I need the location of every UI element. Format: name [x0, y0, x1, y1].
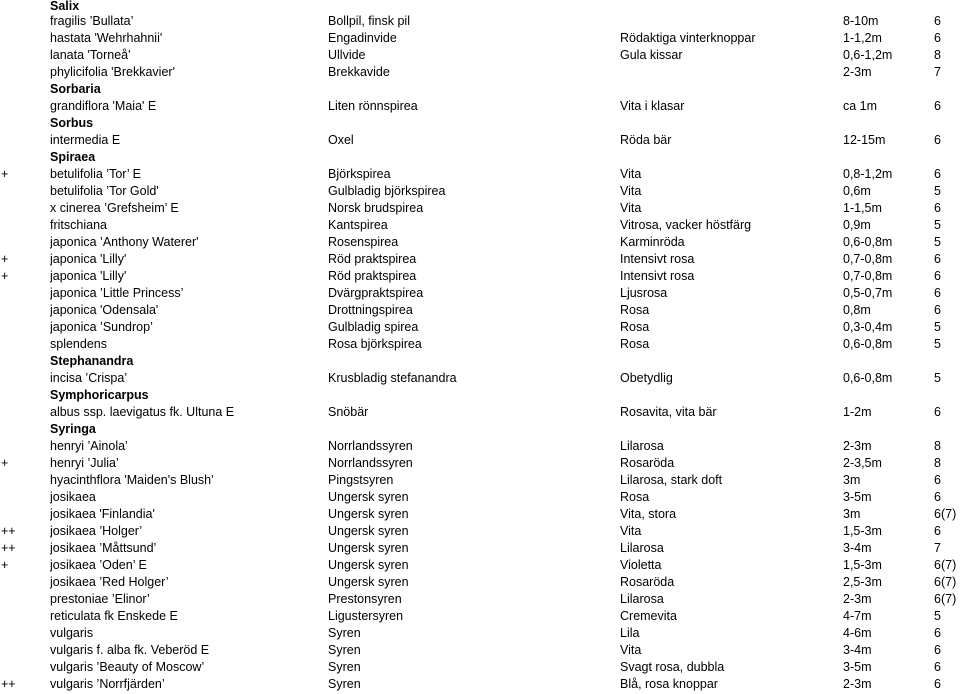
plant-height: 3-5m	[843, 490, 872, 504]
swedish-name: Krusbladig stefanandra	[328, 371, 457, 385]
genus-heading: Syringa	[50, 422, 96, 436]
plant-row	[0, 523, 960, 540]
plant-height: 1,5-3m	[843, 524, 882, 538]
scientific-name: albus ssp. laevigatus fk. Ultuna E	[50, 405, 235, 419]
description: Rosaröda	[620, 456, 675, 470]
plant-row	[0, 268, 960, 285]
description: Rosa	[620, 303, 650, 317]
swedish-name: Röd praktspirea	[328, 269, 417, 283]
plant-height: 2-3m	[843, 439, 872, 453]
plant-height: 0,6-0,8m	[843, 371, 893, 385]
swedish-name: Norsk brudspirea	[328, 201, 424, 215]
plant-row	[0, 166, 960, 183]
swedish-name: Ullvide	[328, 48, 366, 62]
plant-height: 2-3,5m	[843, 456, 882, 470]
plant-row	[0, 608, 960, 625]
hardiness-zone: 6	[934, 473, 941, 487]
description: Blå, rosa knoppar	[620, 677, 718, 691]
scientific-name: vulgaris f. alba fk. Veberöd E	[50, 643, 210, 657]
scientific-name: vulgaris	[50, 626, 94, 640]
hardiness-zone: 6	[934, 490, 941, 504]
genus-heading: Sorbaria	[50, 82, 101, 96]
genus-heading: Spiraea	[50, 150, 96, 164]
hardiness-zone: 6(7)	[934, 507, 957, 521]
plant-row	[0, 47, 960, 64]
hardiness-zone: 6	[934, 677, 941, 691]
swedish-name: Prestonsyren	[328, 592, 402, 606]
swedish-name: Brekkavide	[328, 65, 390, 79]
plant-height: 0,7-0,8m	[843, 269, 893, 283]
plant-height: 2,5-3m	[843, 575, 882, 589]
hardiness-zone: 6(7)	[934, 575, 957, 589]
plant-row	[0, 676, 960, 693]
swedish-name: Kantspirea	[328, 218, 388, 232]
plant-row	[0, 540, 960, 557]
plant-height: 3m	[843, 473, 861, 487]
description: Ljusrosa	[620, 286, 668, 300]
hardiness-zone: 7	[934, 65, 941, 79]
swedish-name: Norrlandssyren	[328, 439, 413, 453]
swedish-name: Björkspirea	[328, 167, 391, 181]
swedish-name: Ungersk syren	[328, 507, 409, 521]
scientific-name: josikaea 'Finlandia'	[50, 507, 155, 521]
description: Karminröda	[620, 235, 685, 249]
plant-row	[0, 30, 960, 47]
scientific-name: phylicifolia 'Brekkavier'	[50, 65, 175, 79]
swedish-name: Gulbladig björkspirea	[328, 184, 446, 198]
hardiness-zone: 6(7)	[934, 592, 957, 606]
hardiness-zone: 6	[934, 31, 941, 45]
scientific-name: x cinerea ’Grefsheim’ E	[50, 201, 179, 215]
scientific-name: japonica ’Sundrop’	[50, 320, 153, 334]
swedish-name: Rosa björkspirea	[328, 337, 422, 351]
plant-row	[0, 625, 960, 642]
plant-height: 0,6-0,8m	[843, 235, 893, 249]
plant-height: 0,8m	[843, 303, 871, 317]
hardiness-zone: 6	[934, 99, 941, 113]
hardiness-zone: 5	[934, 371, 941, 385]
plant-row	[0, 438, 960, 455]
swedish-name: Syren	[328, 626, 361, 640]
hardiness-zone: 6	[934, 14, 941, 28]
scientific-name: japonica ’Little Princess’	[50, 286, 184, 300]
plant-row	[0, 319, 960, 336]
description: Vita	[620, 184, 642, 198]
plant-height: 1-1,2m	[843, 31, 882, 45]
swedish-name: Oxel	[328, 133, 354, 147]
genus-heading-row	[0, 387, 960, 404]
plant-height: 3m	[843, 507, 861, 521]
description: Röda bär	[620, 133, 672, 147]
hardiness-zone: 6	[934, 643, 941, 657]
description: Rosavita, vita bär	[620, 405, 717, 419]
plant-row	[0, 13, 960, 30]
genus-heading: Symphoricarpus	[50, 388, 149, 402]
plant-height: 1-1,5m	[843, 201, 882, 215]
genus-heading: Stephanandra	[50, 354, 134, 368]
scientific-name: vulgaris ’Norrfjärden’	[50, 677, 165, 691]
description: Cremevita	[620, 609, 677, 623]
plant-height: 4-6m	[843, 626, 872, 640]
scientific-name: josikaea ’Oden’ E	[50, 558, 147, 572]
swedish-name: Syren	[328, 660, 361, 674]
scientific-name: josikaea ’Holger’	[50, 524, 143, 538]
description: Vita, stora	[620, 507, 677, 521]
plant-row	[0, 98, 960, 115]
scientific-name: grandiflora 'Maia' E	[50, 99, 157, 113]
plant-row	[0, 302, 960, 319]
swedish-name: Ligustersyren	[328, 609, 404, 623]
scientific-name: hastata 'Wehrhahnii'	[50, 31, 163, 45]
description: Vita	[620, 201, 642, 215]
availability-mark: ++	[1, 677, 16, 691]
plant-height: 2-3m	[843, 65, 872, 79]
swedish-name: Ungersk syren	[328, 558, 409, 572]
plant-row	[0, 132, 960, 149]
plant-row	[0, 404, 960, 421]
scientific-name: hyacinthflora 'Maiden's Blush'	[50, 473, 214, 487]
description: Rosa	[620, 490, 650, 504]
hardiness-zone: 6	[934, 201, 941, 215]
description: Vitrosa, vacker höstfärg	[620, 218, 752, 232]
plant-row	[0, 506, 960, 523]
hardiness-zone: 5	[934, 184, 941, 198]
plant-height: 1,5-3m	[843, 558, 882, 572]
hardiness-zone: 6(7)	[934, 558, 957, 572]
plant-row	[0, 251, 960, 268]
plant-height: 3-4m	[843, 541, 872, 555]
plant-height: 8-10m	[843, 14, 879, 28]
genus-heading-row	[0, 353, 960, 370]
swedish-name: Drottningspirea	[328, 303, 413, 317]
plant-height: 3-5m	[843, 660, 872, 674]
plant-row	[0, 370, 960, 387]
swedish-name: Ungersk syren	[328, 575, 409, 589]
description: Rosa	[620, 337, 650, 351]
scientific-name: betulifolia ’Tor’ E	[50, 167, 142, 181]
description: Lila	[620, 626, 640, 640]
description: Lilarosa, stark doft	[620, 473, 723, 487]
description: Lilarosa	[620, 592, 664, 606]
availability-mark: +	[1, 252, 9, 266]
availability-mark: +	[1, 167, 9, 181]
swedish-name: Syren	[328, 643, 361, 657]
swedish-name: Syren	[328, 677, 361, 691]
description: Svagt rosa, dubbla	[620, 660, 725, 674]
swedish-name: Ungersk syren	[328, 541, 409, 555]
availability-mark: ++	[1, 524, 16, 538]
plant-height: 12-15m	[843, 133, 886, 147]
plant-row	[0, 234, 960, 251]
hardiness-zone: 5	[934, 320, 941, 334]
scientific-name: vulgaris ’Beauty of Moscow’	[50, 660, 205, 674]
scientific-name: henryi ’Julia’	[50, 456, 119, 470]
swedish-name: Ungersk syren	[328, 490, 409, 504]
swedish-name: Engadinvide	[328, 31, 397, 45]
plant-height: 3-4m	[843, 643, 872, 657]
description: Vita i klasar	[620, 99, 685, 113]
scientific-name: josikaea	[50, 490, 96, 504]
hardiness-zone: 6	[934, 660, 941, 674]
genus-heading-row	[0, 81, 960, 98]
genus-heading-row	[0, 115, 960, 132]
hardiness-zone: 6	[934, 252, 941, 266]
genus-heading-row	[0, 421, 960, 438]
availability-mark: +	[1, 269, 9, 283]
description: Intensivt rosa	[620, 269, 695, 283]
hardiness-zone: 7	[934, 541, 941, 555]
plant-height: 0,7-0,8m	[843, 252, 893, 266]
plant-height: 0,8-1,2m	[843, 167, 893, 181]
plant-row	[0, 455, 960, 472]
hardiness-zone: 8	[934, 48, 941, 62]
scientific-name: fragilis ’Bullata’	[50, 14, 134, 28]
hardiness-zone: 6	[934, 626, 941, 640]
description: Rosa	[620, 320, 650, 334]
scientific-name: japonica 'Lilly'	[50, 252, 127, 266]
scientific-name: fritschiana	[50, 218, 107, 232]
scientific-name: splendens	[50, 337, 107, 351]
hardiness-zone: 6	[934, 405, 941, 419]
plant-height: ca 1m	[843, 99, 878, 113]
scientific-name: japonica ’Anthony Waterer'	[50, 235, 199, 249]
hardiness-zone: 6	[934, 524, 941, 538]
plant-height: 0,9m	[843, 218, 871, 232]
scientific-name: henryi ’Ainola’	[50, 439, 128, 453]
hardiness-zone: 5	[934, 337, 941, 351]
description: Obetydlig	[620, 371, 673, 385]
plant-row	[0, 336, 960, 353]
swedish-name: Norrlandssyren	[328, 456, 413, 470]
plant-height: 0,6-0,8m	[843, 337, 893, 351]
swedish-name: Liten rönnspirea	[328, 99, 418, 113]
hardiness-zone: 6	[934, 286, 941, 300]
scientific-name: japonica 'Odensala'	[50, 303, 159, 317]
description: Violetta	[620, 558, 662, 572]
swedish-name: Pingstsyren	[328, 473, 394, 487]
swedish-name: Dvärgpraktspirea	[328, 286, 424, 300]
description: Lilarosa	[620, 439, 664, 453]
hardiness-zone: 5	[934, 218, 941, 232]
plant-row	[0, 64, 960, 81]
description: Vita	[620, 643, 642, 657]
scientific-name: incisa ’Crispa’	[50, 371, 128, 385]
plant-row	[0, 472, 960, 489]
scientific-name: reticulata fk Enskede E	[50, 609, 178, 623]
plant-row	[0, 642, 960, 659]
plant-row	[0, 557, 960, 574]
hardiness-zone: 5	[934, 609, 941, 623]
description: Vita	[620, 167, 642, 181]
hardiness-zone: 6	[934, 269, 941, 283]
description: Vita	[620, 524, 642, 538]
description: Intensivt rosa	[620, 252, 695, 266]
genus-heading: Sorbus	[50, 116, 94, 130]
hardiness-zone: 6	[934, 133, 941, 147]
genus-heading: Salix	[50, 0, 80, 13]
plant-height: 4-7m	[843, 609, 872, 623]
plant-height: 0,6m	[843, 184, 871, 198]
plant-row	[0, 285, 960, 302]
scientific-name: lanata 'Torneå'	[50, 48, 131, 62]
availability-mark: +	[1, 456, 9, 470]
plant-row	[0, 489, 960, 506]
plant-row	[0, 659, 960, 676]
hardiness-zone: 8	[934, 456, 941, 470]
availability-mark: ++	[1, 541, 16, 555]
hardiness-zone: 6	[934, 167, 941, 181]
hardiness-zone: 5	[934, 235, 941, 249]
hardiness-zone: 8	[934, 439, 941, 453]
description: Rödaktiga vinterknoppar	[620, 31, 756, 45]
plant-height: 0,5-0,7m	[843, 286, 893, 300]
swedish-name: Röd praktspirea	[328, 252, 417, 266]
plant-row	[0, 200, 960, 217]
plant-height: 2-3m	[843, 677, 872, 691]
scientific-name: japonica 'Lilly'	[50, 269, 127, 283]
description: Lilarosa	[620, 541, 664, 555]
swedish-name: Ungersk syren	[328, 524, 409, 538]
plant-row	[0, 183, 960, 200]
scientific-name: intermedia E	[50, 133, 121, 147]
scientific-name: josikaea ’Måttsund’	[50, 541, 157, 555]
swedish-name: Rosenspirea	[328, 235, 399, 249]
availability-mark: +	[1, 558, 9, 572]
scientific-name: prestoniae ’Elinor’	[50, 592, 150, 606]
plant-height: 1-2m	[843, 405, 872, 419]
swedish-name: Bollpil, finsk pil	[328, 14, 410, 28]
description: Gula kissar	[620, 48, 683, 62]
swedish-name: Gulbladig spirea	[328, 320, 419, 334]
description: Rosaröda	[620, 575, 675, 589]
hardiness-zone: 6	[934, 303, 941, 317]
scientific-name: betulifolia ’Tor Gold'	[50, 184, 159, 198]
plant-row	[0, 217, 960, 234]
scientific-name: josikaea ’Red Holger’	[50, 575, 169, 589]
genus-heading-row	[0, 149, 960, 166]
swedish-name: Snöbär	[328, 405, 369, 419]
plant-height: 2-3m	[843, 592, 872, 606]
plant-height: 0,3-0,4m	[843, 320, 893, 334]
plant-row	[0, 591, 960, 608]
plant-row	[0, 574, 960, 591]
plant-height: 0,6-1,2m	[843, 48, 893, 62]
